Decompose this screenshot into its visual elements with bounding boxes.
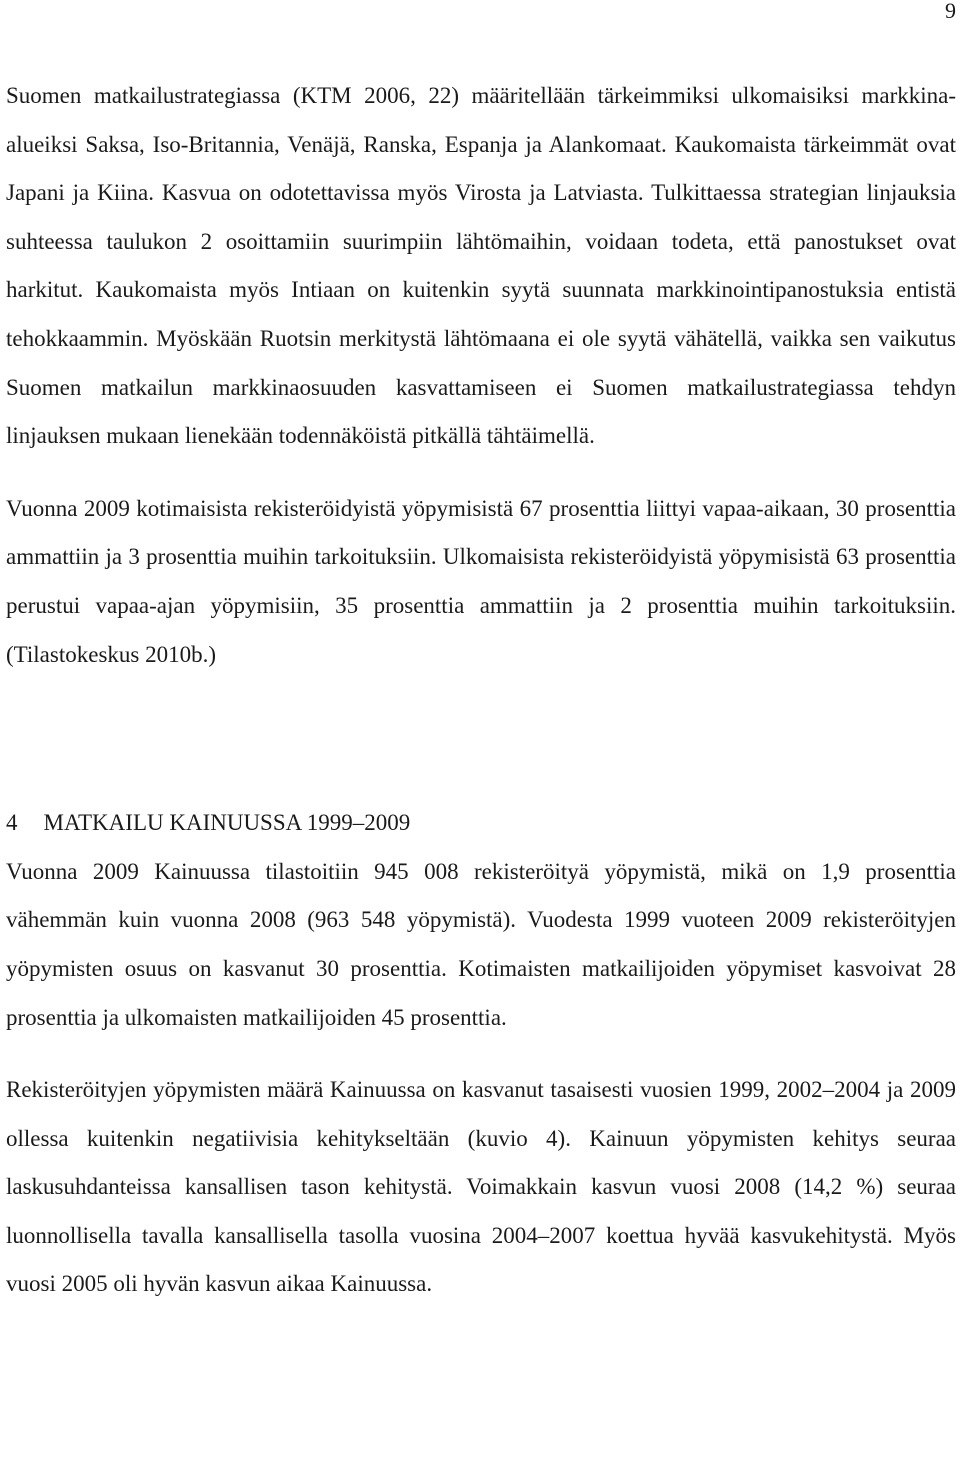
document-body	[6, 72, 956, 1309]
section-title: MATKAILU KAINUUSSA 1999–2009	[43, 810, 411, 836]
paragraph-kainuu-2009: Vuonna 2009 Kainuussa tilastoitiin 945 008 rekisteröityä yöpymistä, mikä on 1,9 prosenttia vähemmän kuin vuonna 2008 (963 548 yöpymistä). Vuodesta 1999 vuoteen 2009 rekisteröityjen yöpymisten osuus on kasvanut 30 prosenttia. Kotimaisten matkailijoiden yöpymiset kasvoivat 28 prosenttia ja ulkomaisten matkailijoiden 45 prosenttia.	[6, 858, 956, 1030]
section-number: 4	[6, 810, 18, 836]
page-number: 9	[945, 0, 956, 23]
paragraph-overnight-stays-2009: Vuonna 2009 kotimaisista rekisteröidyistä yöpymisistä 67 prosenttia liittyi vapaa-aikaan, 30 prosenttia ammattiin ja 3 prosenttia muihin tarkoituksiin. Ulkomaisista rekisteröidyistä yöpymisistä 63 prosenttia perustui vapaa-ajan yöpymisiin, 35 prosenttia ammattiin ja 2 prosenttia muihin tarkoituksiin. (Tilastokeskus 2010b.)	[6, 495, 956, 667]
section-heading	[6, 799, 956, 848]
paragraph-tourism-strategy: Suomen matkailustrategiassa (KTM 2006, 22) määritellään tärkeimmiksi ulkomaisiksi markkina-alueiksi Saksa, Iso-Britannia, Venäjä, Ranska, Espanja ja Alankomaat. Kaukomaista tärkeimmät ovat Japani ja Kiina. Kasvua on odotettavissa myös Virosta ja Latviasta. Tulkittaessa strategian linjauksia suhteessa taulukon 2 osoittamiin suurimpiin lähtömaihin, voidaan todeta, että panostukset ovat harkitut. Kaukomaista myös Intiaan on kuitenkin syytä suunnata markkinointipanostuksia entistä tehokkaammin. Myöskään Ruotsin merkitystä lähtömaana ei ole syytä vähätellä, vaikka sen vaikutus Suomen matkailun markkinaosuuden kasvattamiseen ei Suomen matkailustrategiassa tehdyn linjauksen mukaan lienekään todennäköistä pitkällä tähtäimellä.	[6, 83, 956, 449]
paragraph-kainuu-trend: Rekisteröityjen yöpymisten määrä Kainuussa on kasvanut tasaisesti vuosien 1999, 2002–2004 ja 2009 ollessa kuitenkin negatiivisia kehitykseltään (kuvio 4). Kainuun yöpymisten kehitys seuraa laskusuhdanteissa kansallisen tason kehitystä. Voimakkain kasvun vuosi 2008 (14,2 %) seuraa luonnollisella tavalla kansallisella tasolla vuosina 2004–2007 koettua hyvää kasvukehitystä. Myös vuosi 2005 oli hyvän kasvun aikaa Kainuussa.	[6, 1077, 956, 1297]
